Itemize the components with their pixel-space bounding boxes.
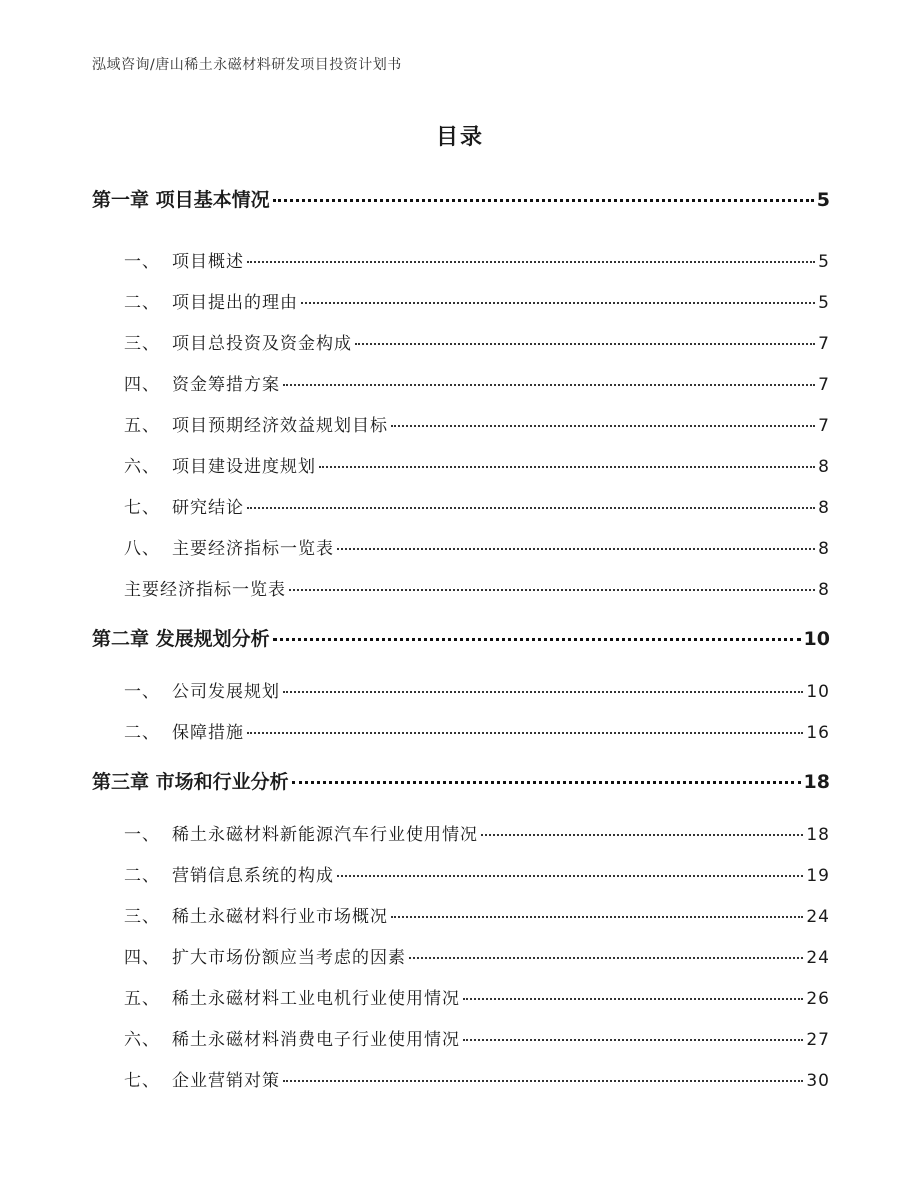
- toc-entry-page: 19: [806, 866, 830, 886]
- toc-entry-label: 一、 稀土永磁材料新能源汽车行业使用情况: [124, 825, 478, 845]
- toc-section-entry[interactable]: [92, 718, 830, 743]
- toc-entry-page: 16: [806, 723, 830, 743]
- leader-dots: [247, 261, 815, 263]
- toc-entry-page: 5: [818, 252, 830, 272]
- leader-dots: [273, 638, 801, 641]
- toc-entry-page: 18: [806, 825, 830, 845]
- leader-dots: [247, 507, 815, 509]
- leader-dots: [319, 466, 815, 468]
- toc-entry-page: 24: [806, 907, 830, 927]
- toc-entry-label: 主要经济指标一览表: [124, 580, 286, 600]
- toc-section-entry[interactable]: [92, 411, 830, 436]
- toc-entry-label: 六、 项目建设进度规划: [124, 457, 316, 477]
- toc-entry-page: 5: [816, 189, 830, 211]
- toc-section-entry[interactable]: [92, 493, 830, 518]
- leader-dots: [292, 781, 801, 784]
- toc-entry-label: 三、 稀土永磁材料行业市场概况: [124, 907, 388, 927]
- toc-entry-label: 七、 企业营销对策: [124, 1071, 280, 1091]
- toc-entry-page: 26: [806, 989, 830, 1009]
- toc-entry-label: 八、 主要经济指标一览表: [124, 539, 334, 559]
- toc-entry-page: 18: [803, 771, 830, 793]
- toc-entry-label: 一、 项目概述: [124, 252, 244, 272]
- toc-section-entry[interactable]: [92, 820, 830, 845]
- toc-section-entry[interactable]: [92, 861, 830, 886]
- toc-section-entry[interactable]: [92, 943, 830, 968]
- leader-dots: [463, 1039, 803, 1041]
- toc-entry-label: 二、 营销信息系统的构成: [124, 866, 334, 886]
- leader-dots: [289, 589, 815, 591]
- toc-entry-page: 8: [818, 539, 830, 559]
- leader-dots: [301, 302, 815, 304]
- toc-entry-label: 四、 资金筹措方案: [124, 375, 280, 395]
- leader-dots: [273, 199, 814, 202]
- toc-entry-label: 一、 公司发展规划: [124, 682, 280, 702]
- toc-entry-label: 第二章 发展规划分析: [92, 628, 270, 650]
- toc-section-entry[interactable]: [92, 247, 830, 272]
- leader-dots: [337, 548, 815, 550]
- toc-section-entry[interactable]: [92, 1025, 830, 1050]
- toc-entry-label: 五、 稀土永磁材料工业电机行业使用情况: [124, 989, 460, 1009]
- toc-section-entry[interactable]: [92, 329, 830, 354]
- leader-dots: [391, 425, 815, 427]
- toc-entry-label: 第一章 项目基本情况: [92, 189, 270, 211]
- toc-entry-page: 10: [806, 682, 830, 702]
- toc-entry-page: 7: [818, 375, 830, 395]
- toc-entry-page: 27: [806, 1030, 830, 1050]
- leader-dots: [409, 957, 803, 959]
- toc-entry-label: 第三章 市场和行业分析: [92, 771, 289, 793]
- toc-entry-label: 二、 保障措施: [124, 723, 244, 743]
- toc-entry-page: 8: [818, 498, 830, 518]
- toc-entry-page: 7: [818, 416, 830, 436]
- toc-entry-page: 24: [806, 948, 830, 968]
- leader-dots: [481, 834, 803, 836]
- leader-dots: [283, 691, 803, 693]
- toc-entry-page: 8: [818, 580, 830, 600]
- toc-entry-label: 七、 研究结论: [124, 498, 244, 518]
- toc-title: 目录: [435, 125, 484, 150]
- toc-entry-page: 10: [803, 628, 830, 650]
- toc-section-entry[interactable]: [92, 1066, 830, 1091]
- leader-dots: [283, 384, 815, 386]
- toc-entry-page: 7: [818, 334, 830, 354]
- leader-dots: [391, 916, 803, 918]
- page-header: 泓域咨询/唐山稀土永磁材料研发项目投资计划书: [92, 57, 402, 73]
- toc-section-entry[interactable]: [92, 370, 830, 395]
- leader-dots: [283, 1080, 803, 1082]
- leader-dots: [463, 998, 803, 1000]
- toc-chapter-entry[interactable]: [92, 624, 830, 651]
- toc-section-entry[interactable]: [92, 902, 830, 927]
- toc-table-entry[interactable]: [92, 575, 830, 600]
- leader-dots: [355, 343, 815, 345]
- toc-chapter-entry[interactable]: [92, 767, 830, 794]
- toc-entry-page: 8: [818, 457, 830, 477]
- toc-entry-page: 30: [806, 1071, 830, 1091]
- leader-dots: [337, 875, 803, 877]
- leader-dots: [247, 732, 803, 734]
- toc-entry-label: 三、 项目总投资及资金构成: [124, 334, 352, 354]
- toc-section-entry[interactable]: [92, 984, 830, 1009]
- toc-section-entry[interactable]: [92, 452, 830, 477]
- toc-entry-label: 五、 项目预期经济效益规划目标: [124, 416, 388, 436]
- toc-chapter-entry[interactable]: [92, 185, 830, 212]
- toc-entry-label: 四、 扩大市场份额应当考虑的因素: [124, 948, 406, 968]
- toc-section-entry[interactable]: [92, 288, 830, 313]
- toc-section-entry[interactable]: [92, 534, 830, 559]
- toc-entry-label: 六、 稀土永磁材料消费电子行业使用情况: [124, 1030, 460, 1050]
- toc-section-entry[interactable]: [92, 677, 830, 702]
- toc-entry-page: 5: [818, 293, 830, 313]
- toc-entry-label: 二、 项目提出的理由: [124, 293, 298, 313]
